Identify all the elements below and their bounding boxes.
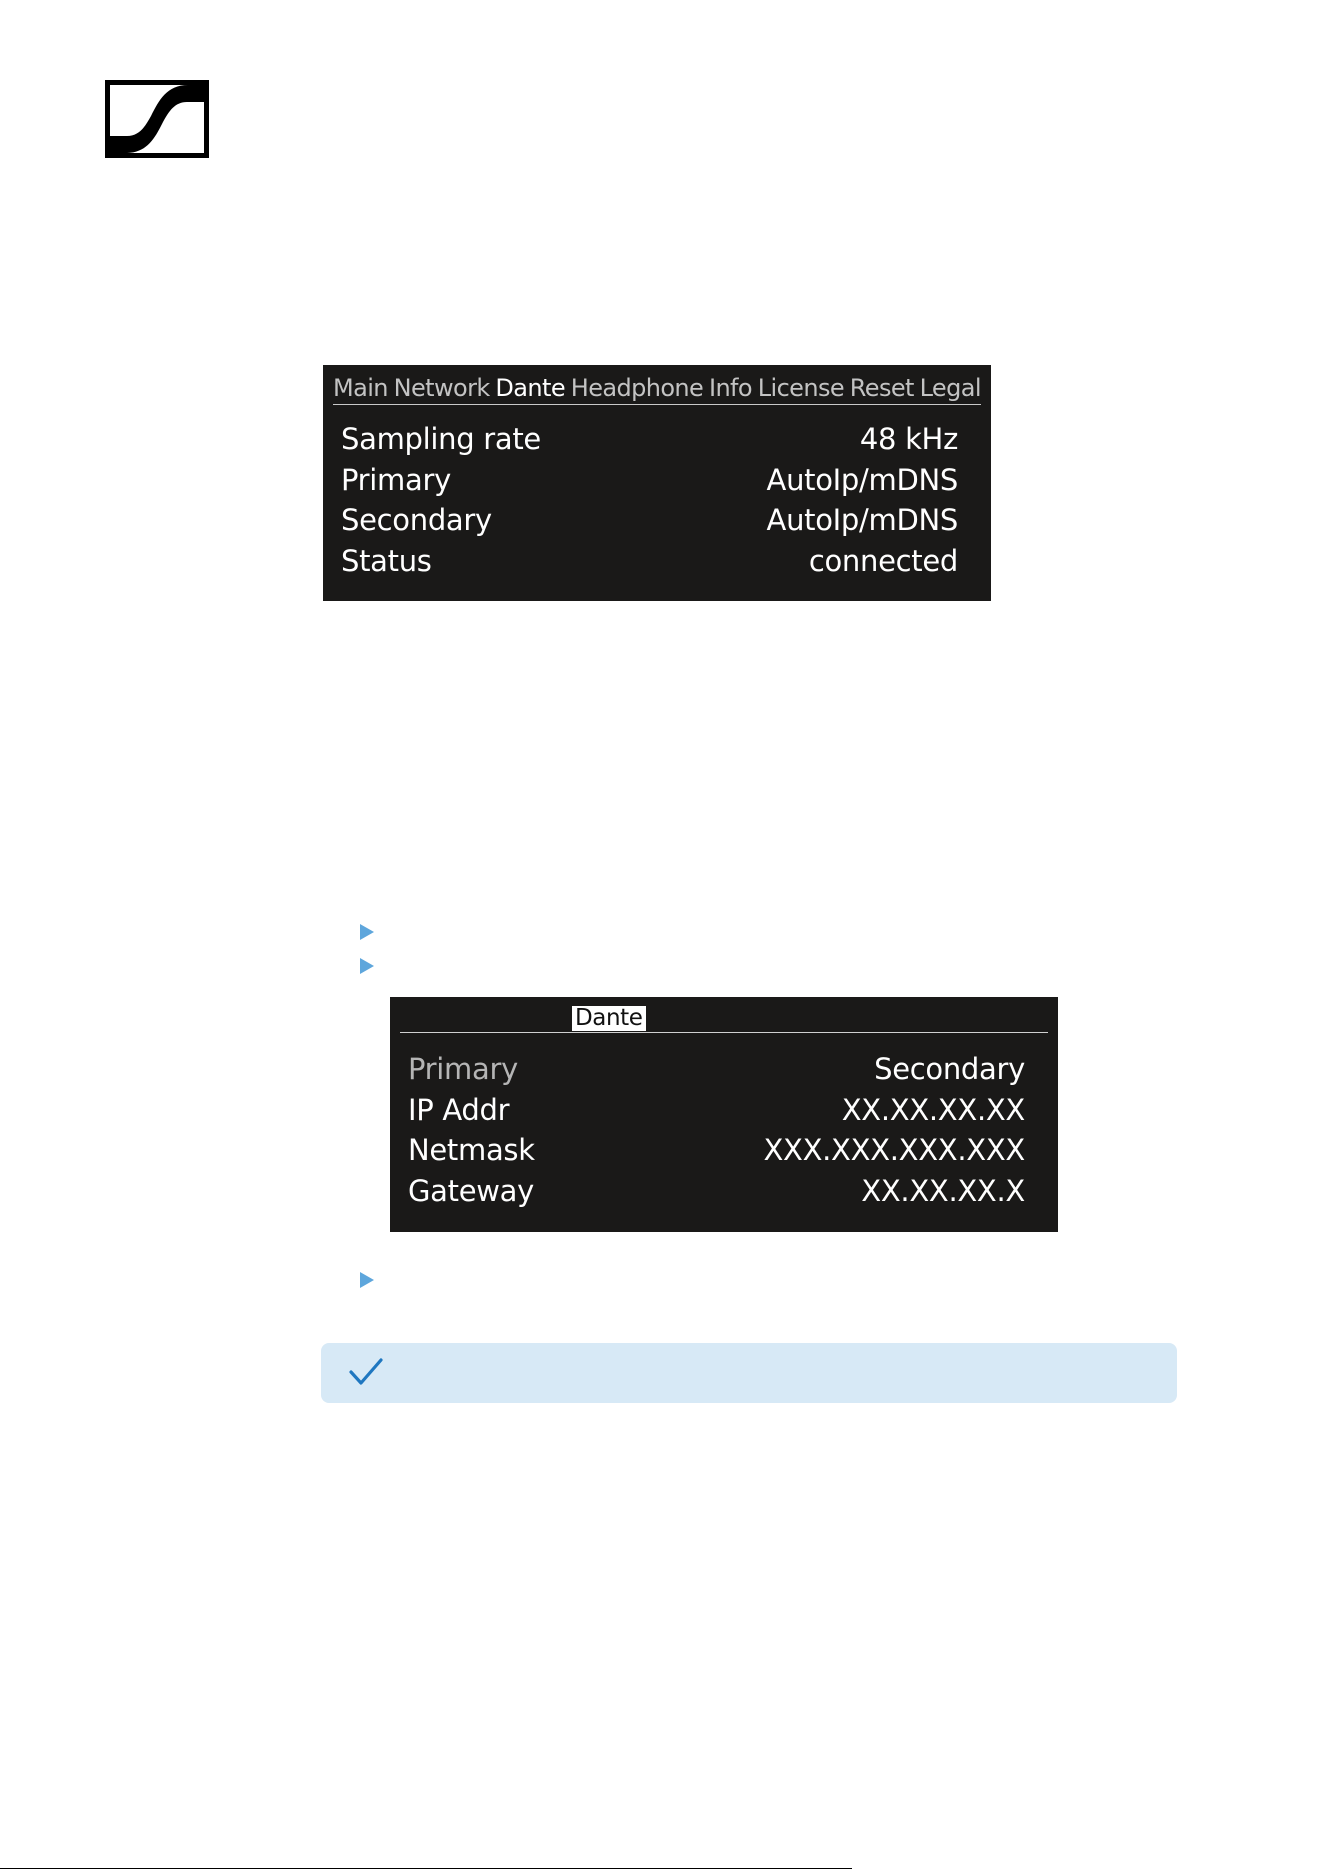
ip-addr-row[interactable] — [408, 1090, 1025, 1131]
status-label: Status — [341, 543, 432, 578]
primary-label: Primary — [341, 462, 451, 497]
result-note-box — [321, 1343, 1177, 1403]
tab-bar — [400, 1005, 1048, 1033]
sampling-rate-label: Sampling rate — [341, 422, 541, 457]
menu-item-network[interactable]: Network — [393, 374, 490, 402]
status-row — [341, 541, 958, 582]
secondary-row[interactable] — [341, 500, 958, 541]
menu-item-license[interactable]: License — [757, 374, 845, 402]
gateway-label: Gateway — [408, 1173, 535, 1208]
interface-row[interactable] — [408, 1049, 1025, 1090]
dante-info-list — [341, 419, 958, 581]
menu-item-main[interactable]: Main — [333, 374, 388, 402]
sampling-rate-row[interactable] — [341, 419, 958, 460]
gateway-row[interactable] — [408, 1171, 1025, 1212]
primary-value: AutoIp/mDNS — [766, 462, 958, 497]
main-menu-bar — [333, 372, 981, 405]
ip-addr-label: IP Addr — [408, 1092, 510, 1127]
menu-item-headphone[interactable]: Headphone — [570, 374, 704, 402]
menu-item-info[interactable]: Info — [708, 374, 752, 402]
play-triangle-icon — [359, 923, 375, 941]
footer-divider — [0, 1868, 852, 1869]
netmask-row[interactable] — [408, 1130, 1025, 1171]
secondary-value: AutoIp/mDNS — [766, 503, 958, 538]
netmask-value: XXX.XXX.XXX.XXX — [763, 1133, 1025, 1168]
sampling-rate-value: 48 kHz — [859, 422, 958, 457]
dante-menu-display — [323, 365, 991, 601]
secondary-label: Secondary — [341, 503, 492, 538]
network-settings-list — [408, 1049, 1025, 1211]
dante-network-display — [390, 997, 1058, 1232]
sennheiser-logo-icon — [105, 80, 209, 158]
ip-addr-value: XX.XX.XX.XX — [841, 1092, 1025, 1127]
checkmark-icon — [349, 1357, 383, 1387]
tab-dante[interactable]: Dante — [572, 1006, 646, 1031]
secondary-option[interactable]: Secondary — [874, 1052, 1025, 1087]
menu-item-legal[interactable]: Legal — [919, 374, 981, 402]
primary-row[interactable] — [341, 460, 958, 501]
play-triangle-icon — [359, 957, 375, 975]
netmask-label: Netmask — [408, 1133, 535, 1168]
play-triangle-icon — [359, 1271, 375, 1289]
primary-option[interactable]: Primary — [408, 1052, 518, 1087]
menu-item-reset[interactable]: Reset — [849, 374, 914, 402]
menu-item-dante[interactable]: Dante — [495, 374, 565, 402]
gateway-value: XX.XX.XX.X — [861, 1173, 1025, 1208]
status-value: connected — [808, 543, 958, 578]
